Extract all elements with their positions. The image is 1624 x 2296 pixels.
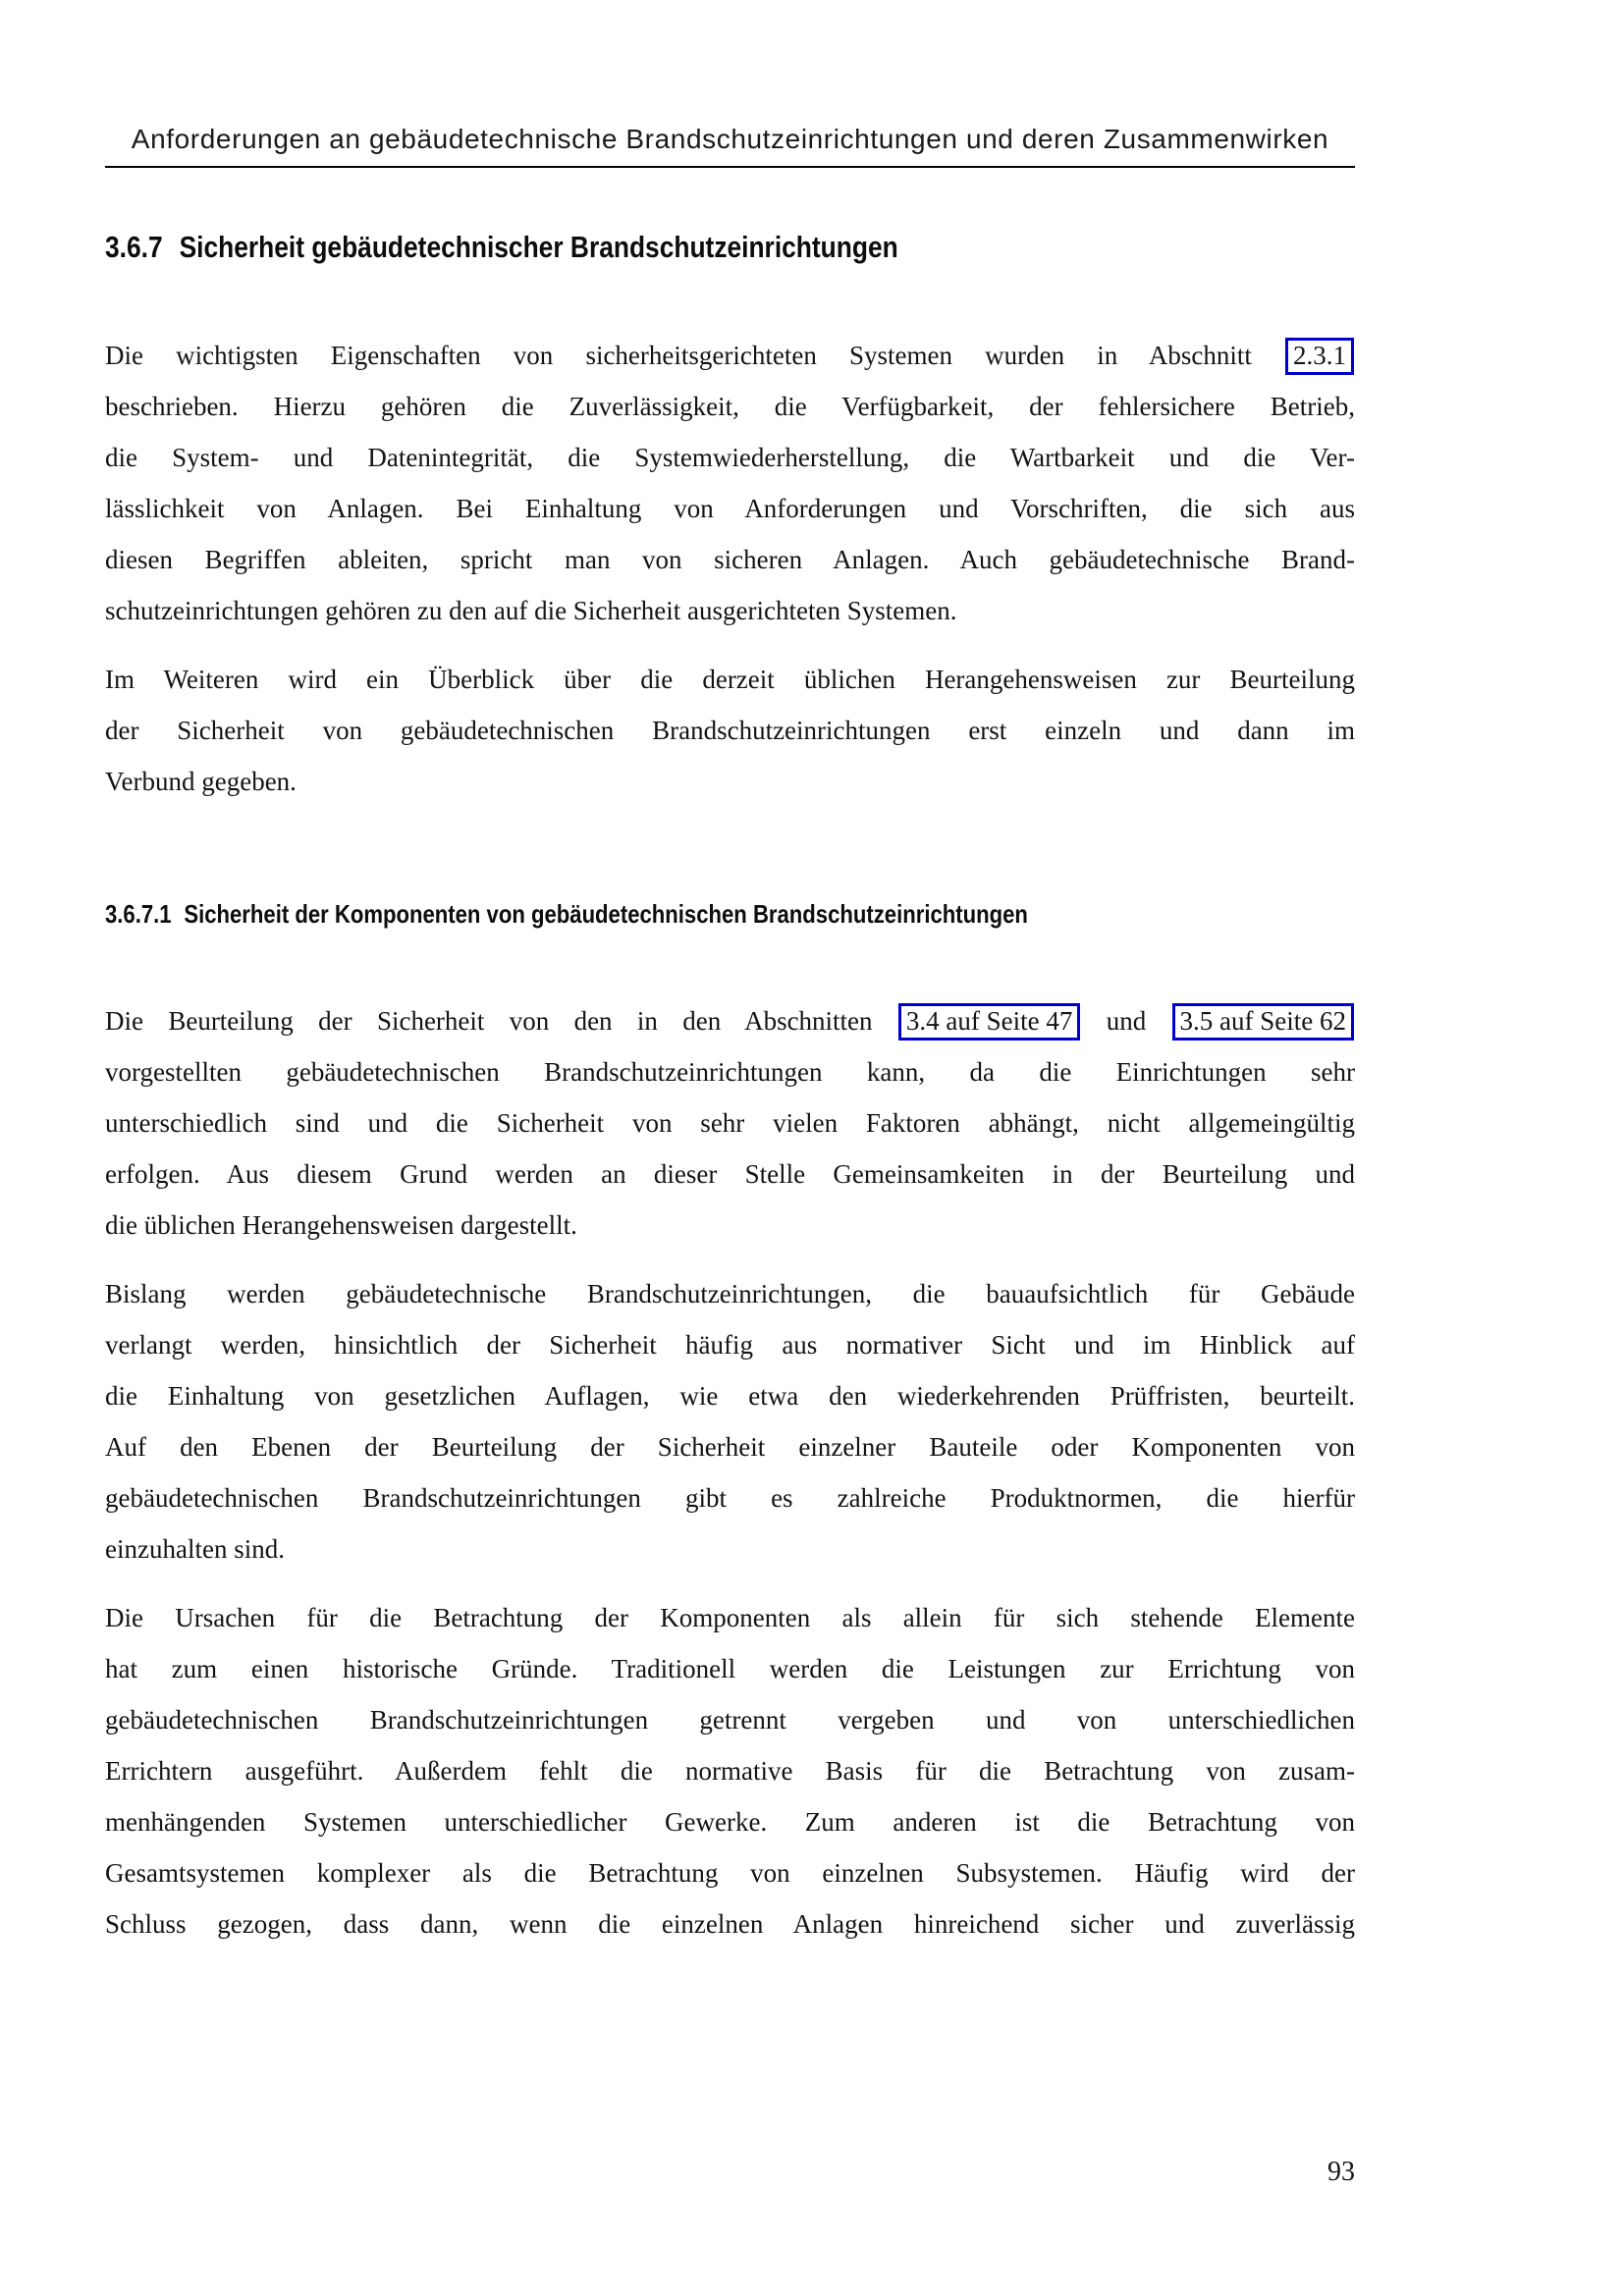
text-line: die üblichen Herangehensweisen dargestellt.	[105, 1210, 577, 1240]
text-line: Die wichtigsten Eigenschaften von sicherheitsgerichteten Systemen wurden in Abschnitt 2.3.1	[105, 330, 1355, 381]
section-link[interactable]: 2.3.1	[1285, 338, 1354, 375]
subsection-body	[105, 995, 1355, 1949]
text-line: Verbund gegeben.	[105, 767, 297, 796]
text-line: Die Beurteilung der Sicherheit von den in den Abschnitten 3.4 auf Seite 47 und 3.5 auf Seite 62	[105, 995, 1355, 1046]
running-header: Anforderungen an gebäudetechnische Brandschutzeinrichtungen und deren Zusammenwirken	[105, 124, 1355, 168]
section-link[interactable]: 3.4 auf Seite 47	[898, 1003, 1080, 1041]
text-line: Im Weiteren wird ein Überblick über die derzeit üblichen Herangehensweisen zur Beurteilung	[105, 665, 1355, 694]
section-title: Sicherheit gebäudetechnischer Brandschutzeinrichtungen	[179, 230, 898, 264]
paragraph	[105, 654, 1355, 807]
paragraph	[105, 995, 1355, 1251]
text-line: gebäudetechnischen Brandschutzeinrichtungen getrennt vergeben und von unterschiedlichen	[105, 1705, 1355, 1735]
text-line: hat zum einen historische Gründe. Traditionell werden die Leistungen zur Errichtung von	[105, 1654, 1355, 1683]
text-line: Auf den Ebenen der Beurteilung der Sicherheit einzelner Bauteile oder Komponenten von	[105, 1432, 1355, 1462]
section-body	[105, 330, 1355, 807]
text-line: die System- und Datenintegrität, die Systemwiederherstellung, die Wartbarkeit und die Ver-	[105, 443, 1355, 472]
text-line: die Einhaltung von gesetzlichen Auflagen, wie etwa den wiederkehrenden Prüffristen, beurteilt.	[105, 1381, 1355, 1411]
text-line: lässlichkeit von Anlagen. Bei Einhaltung von Anforderungen und Vorschriften, die sich aus	[105, 494, 1355, 523]
subsection-heading	[105, 897, 1355, 931]
paragraph	[105, 330, 1355, 636]
text-line: der Sicherheit von gebäudetechnischen Brandschutzeinrichtungen erst einzeln und dann im	[105, 716, 1355, 745]
section-number: 3.6.7	[105, 230, 163, 264]
subsection-title: Sicherheit der Komponenten von gebäudetechnischen Brandschutzeinrichtungen	[184, 899, 1028, 929]
paragraph	[105, 1268, 1355, 1575]
text-line: Errichtern ausgeführt. Außerdem fehlt die normative Basis für die Betrachtung von zusam-	[105, 1756, 1355, 1786]
text-line: beschrieben. Hierzu gehören die Zuverlässigkeit, die Verfügbarkeit, der fehlersichere Betrieb,	[105, 392, 1355, 421]
section-link[interactable]: 3.5 auf Seite 62	[1172, 1003, 1354, 1041]
text-line: Bislang werden gebäudetechnische Brandschutzeinrichtungen, die bauaufsichtlich für Gebäude	[105, 1279, 1355, 1308]
text-line: einzuhalten sind.	[105, 1534, 285, 1564]
text-line: gebäudetechnischen Brandschutzeinrichtungen gibt es zahlreiche Produktnormen, die hierfür	[105, 1483, 1355, 1513]
text-line: diesen Begriffen ableiten, spricht man von sicheren Anlagen. Auch gebäudetechnische Brand-	[105, 545, 1355, 574]
text-line: menhängenden Systemen unterschiedlicher Gewerke. Zum anderen ist die Betrachtung von	[105, 1807, 1355, 1837]
text-line: Gesamtsystemen komplexer als die Betrachtung von einzelnen Subsystemen. Häufig wird der	[105, 1858, 1355, 1888]
text-line: unterschiedlich sind und die Sicherheit von sehr vielen Faktoren abhängt, nicht allgemeingültig	[105, 1108, 1355, 1138]
text-line: Die Ursachen für die Betrachtung der Komponenten als allein für sich stehende Elemente	[105, 1603, 1355, 1632]
paragraph	[105, 1592, 1355, 1949]
text-line: vorgestellten gebäudetechnischen Brandschutzeinrichtungen kann, da die Einrichtungen sehr	[105, 1057, 1355, 1087]
page-number: 93	[1327, 2157, 1355, 2187]
section-heading	[105, 228, 1355, 267]
text-line: verlangt werden, hinsichtlich der Sicherheit häufig aus normativer Sicht und im Hinblick auf	[105, 1330, 1355, 1360]
text-line: Schluss gezogen, dass dann, wenn die einzelnen Anlagen hinreichend sicher und zuverlässig	[105, 1909, 1355, 1939]
text-line: schutzeinrichtungen gehören zu den auf die Sicherheit ausgerichteten Systemen.	[105, 596, 957, 625]
subsection-number: 3.6.7.1	[105, 899, 172, 929]
text-line: erfolgen. Aus diesem Grund werden an dieser Stelle Gemeinsamkeiten in der Beurteilung und	[105, 1159, 1355, 1189]
